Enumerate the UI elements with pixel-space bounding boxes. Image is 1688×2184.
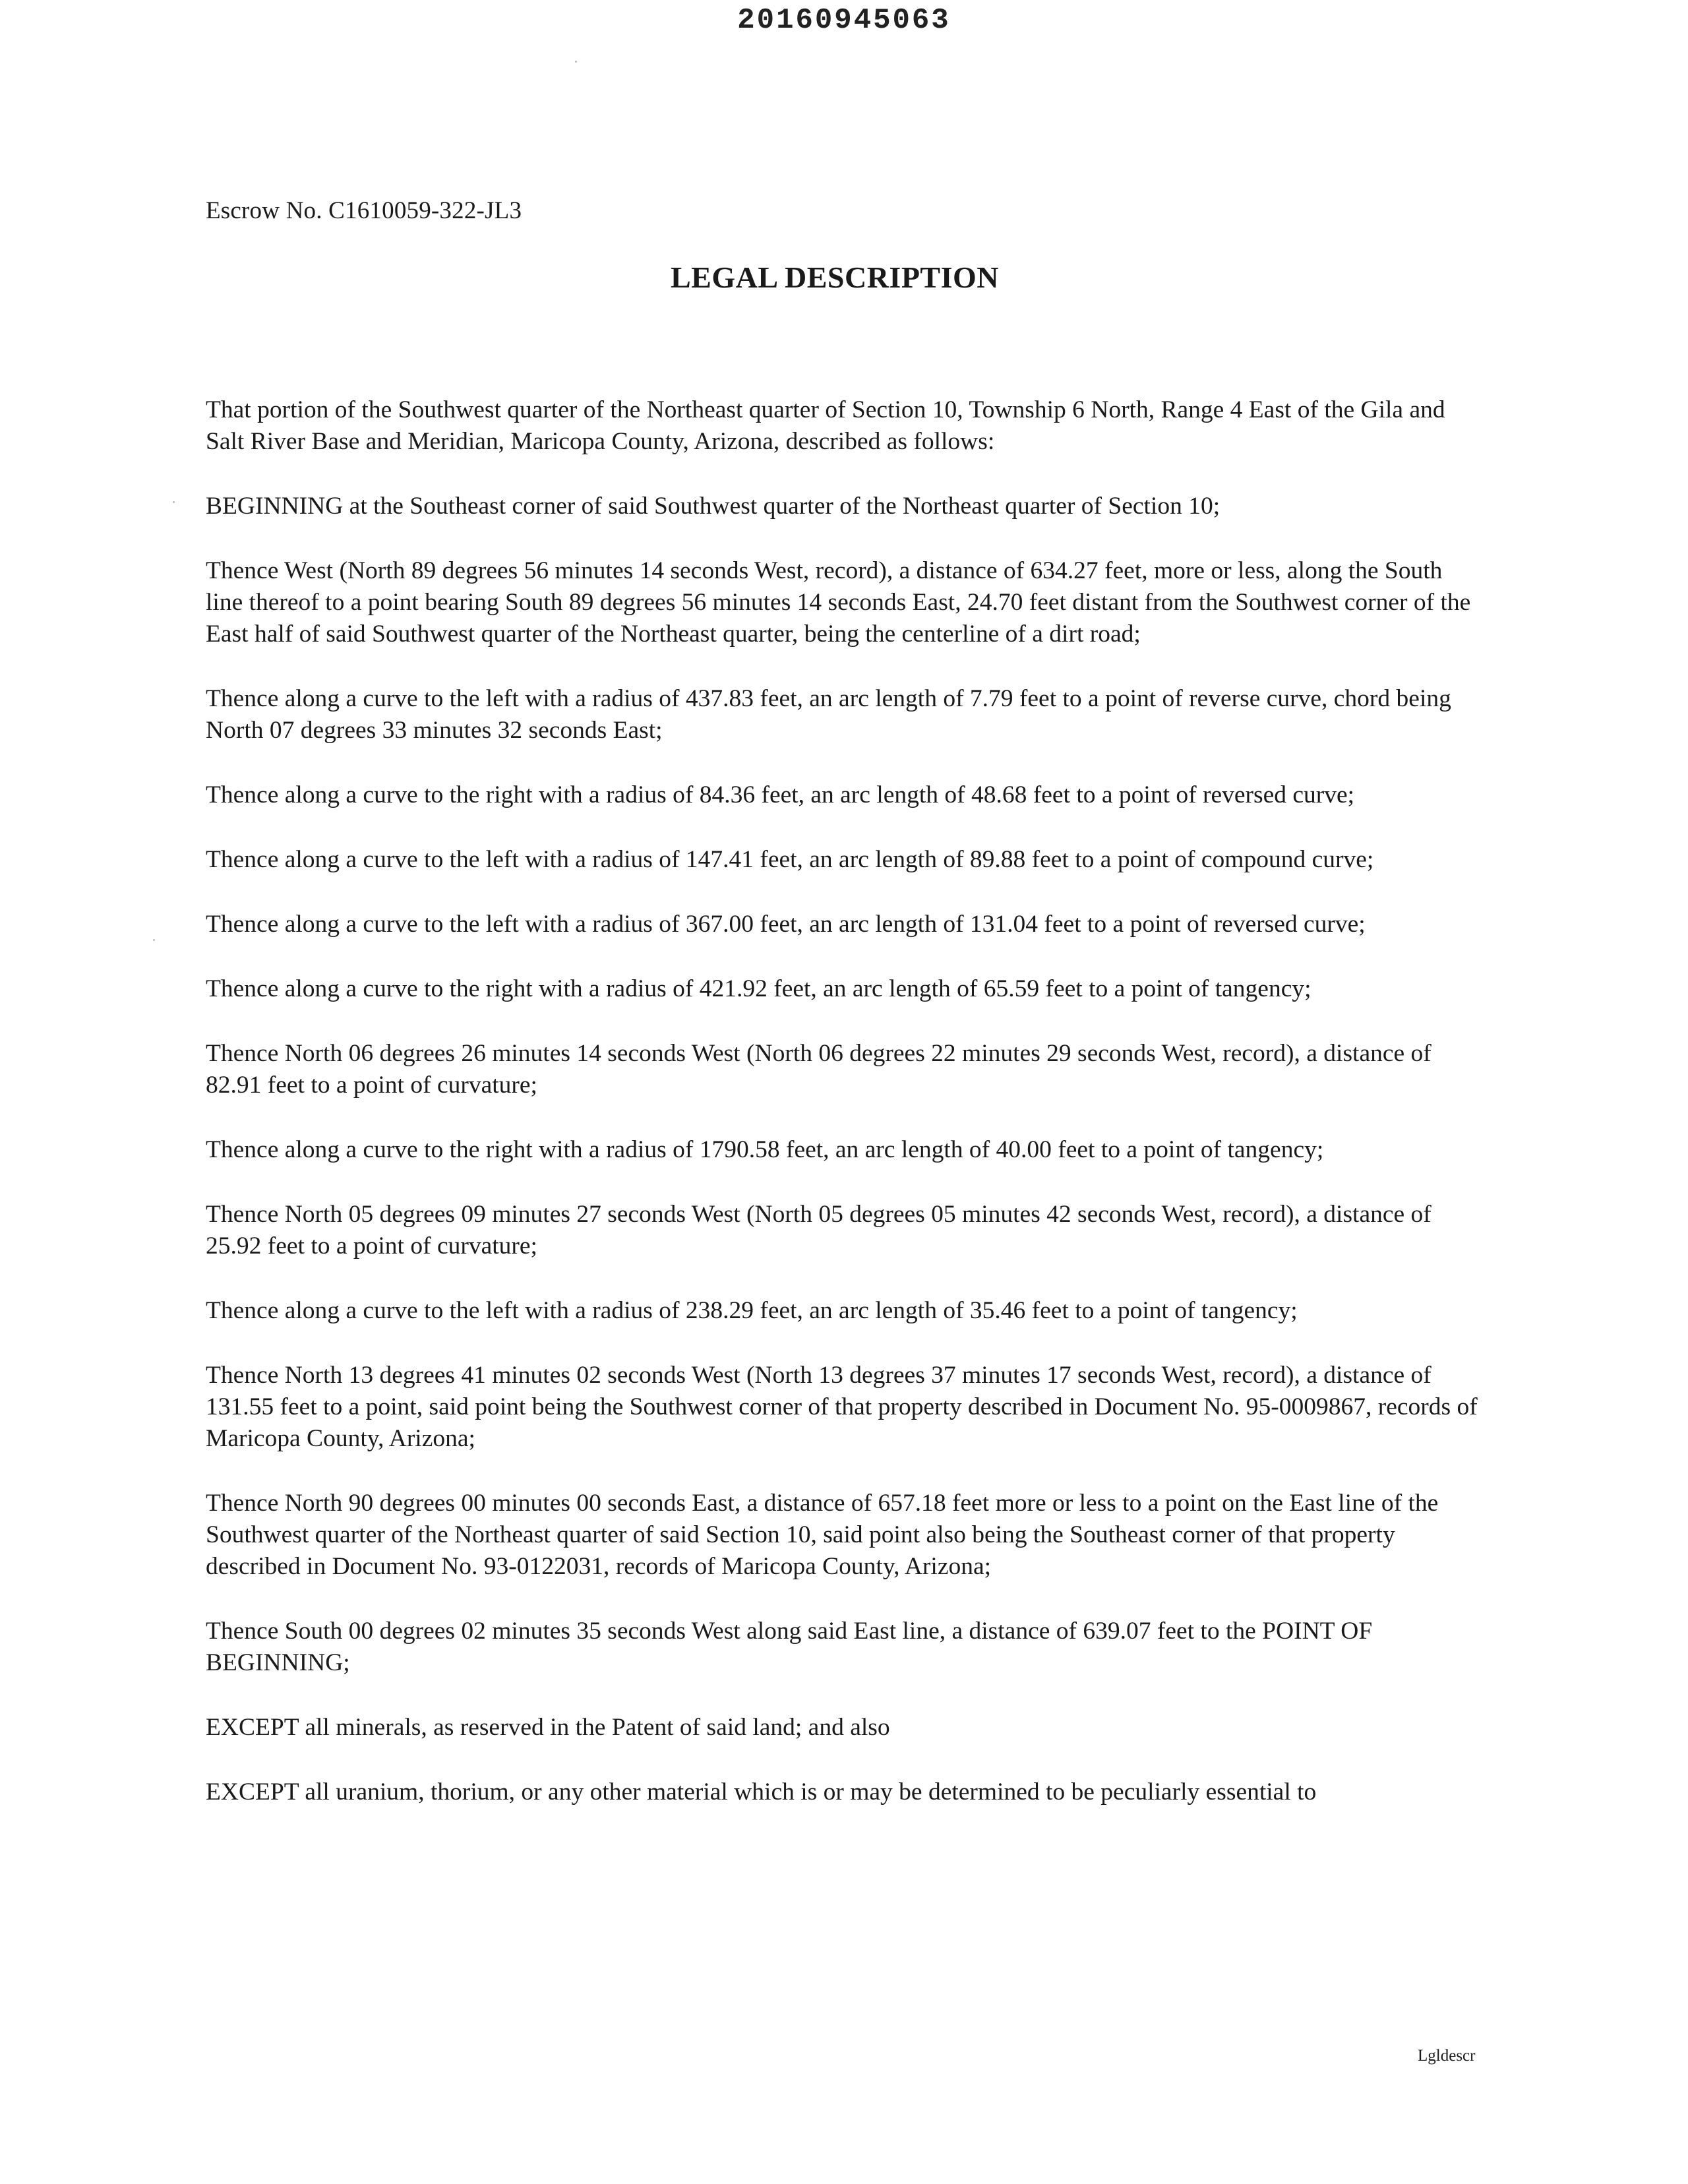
recording-number: 20160945063 (737, 4, 951, 37)
paragraph-course: Thence along a curve to the right with a radius of 1790.58 feet, an arc length of 40.00 feet to a point of tangency; (206, 1136, 1324, 1163)
paragraph-course: Thence along a curve to the right with a radius of 421.92 feet, an arc length of 65.59 feet to a point of tangency; (206, 975, 1311, 1002)
footer-file-code: Lgldescr (1418, 2047, 1476, 2065)
paragraph-course: Thence along a curve to the left with a radius of 238.29 feet, an arc length of 35.46 feet to a point of tangency; (206, 1297, 1298, 1324)
paragraph-course: Thence along a curve to the right with a radius of 84.36 feet, an arc length of 48.68 feet to a point of reversed curve; (206, 781, 1355, 808)
paragraph-exception-uranium: EXCEPT all uranium, thorium, or any other material which is or may be determined to be peculiarly essential to (206, 1778, 1317, 1805)
paragraph-course: Thence along a curve to the left with a radius of 367.00 feet, an arc length of 131.04 feet to a point of reversed curve; (206, 911, 1366, 938)
legal-description-body (206, 394, 1478, 1841)
paragraph-course: Thence North 06 degrees 26 minutes 14 seconds West (North 06 degrees 22 minutes 29 seconds West, record), a distance of 82.91 feet to a point of curvature; (206, 1040, 1432, 1099)
paragraph-course: Thence North 13 degrees 41 minutes 02 seconds West (North 13 degrees 37 minutes 17 seconds West, record), a distance of 131.55 feet to a point, said point being the Southwest corner of that property described in Document No. 95-0009867, records of Maricopa County, Arizona; (206, 1362, 1478, 1452)
paragraph-course: Thence West (North 89 degrees 56 minutes 14 seconds West, record), a distance of 634.27 feet, more or less, along the South line thereof to a point bearing South 89 degrees 56 minutes 14 seconds East, 24.70 feet distant from the Southwest corner of the East half of said Southwest quarter of the Northeast quarter, being the centerline of a dirt road; (206, 557, 1471, 648)
paragraph-course: Thence North 90 degrees 00 minutes 00 seconds East, a distance of 657.18 feet more or less to a point on the East line of the Southwest quarter of the Northeast quarter of said Section 10, said point also being the Southeast corner of that property described in Document No. 93-0122031, records of Maricopa County, Arizona; (206, 1490, 1439, 1580)
page-title: LEGAL DESCRIPTION (670, 260, 999, 294)
paragraph-beginning: BEGINNING at the Southeast corner of said Southwest quarter of the Northeast quarter of Section 10; (206, 493, 1221, 520)
paragraph-course: Thence along a curve to the left with a radius of 437.83 feet, an arc length of 7.79 feet to a point of reverse curve, chord being North 07 degrees 33 minutes 32 seconds East; (206, 685, 1451, 744)
paragraph-course: Thence North 05 degrees 09 minutes 27 seconds West (North 05 degrees 05 minutes 42 seconds West, record), a distance of 25.92 feet to a point of curvature; (206, 1201, 1432, 1259)
scan-speck (153, 939, 155, 941)
paragraph-intro: That portion of the Southwest quarter of the Northeast quarter of Section 10, Township 6 North, Range 4 East of the Gila and Salt River Base and Meridian, Maricopa County, Arizona, described as follows: (206, 396, 1445, 455)
paragraph-exception-minerals: EXCEPT all minerals, as reserved in the Patent of said land; and also (206, 1714, 890, 1741)
scan-speck (173, 501, 175, 503)
scan-speck (575, 61, 577, 63)
paragraph-course: Thence along a curve to the left with a radius of 147.41 feet, an arc length of 89.88 feet to a point of compound curve; (206, 846, 1374, 873)
paragraph-point-of-beginning: Thence South 00 degrees 02 minutes 35 seconds West along said East line, a distance of 639.07 feet to the POINT OF BEGINNING; (206, 1618, 1373, 1676)
escrow-number: Escrow No. C1610059-322-JL3 (206, 197, 522, 224)
